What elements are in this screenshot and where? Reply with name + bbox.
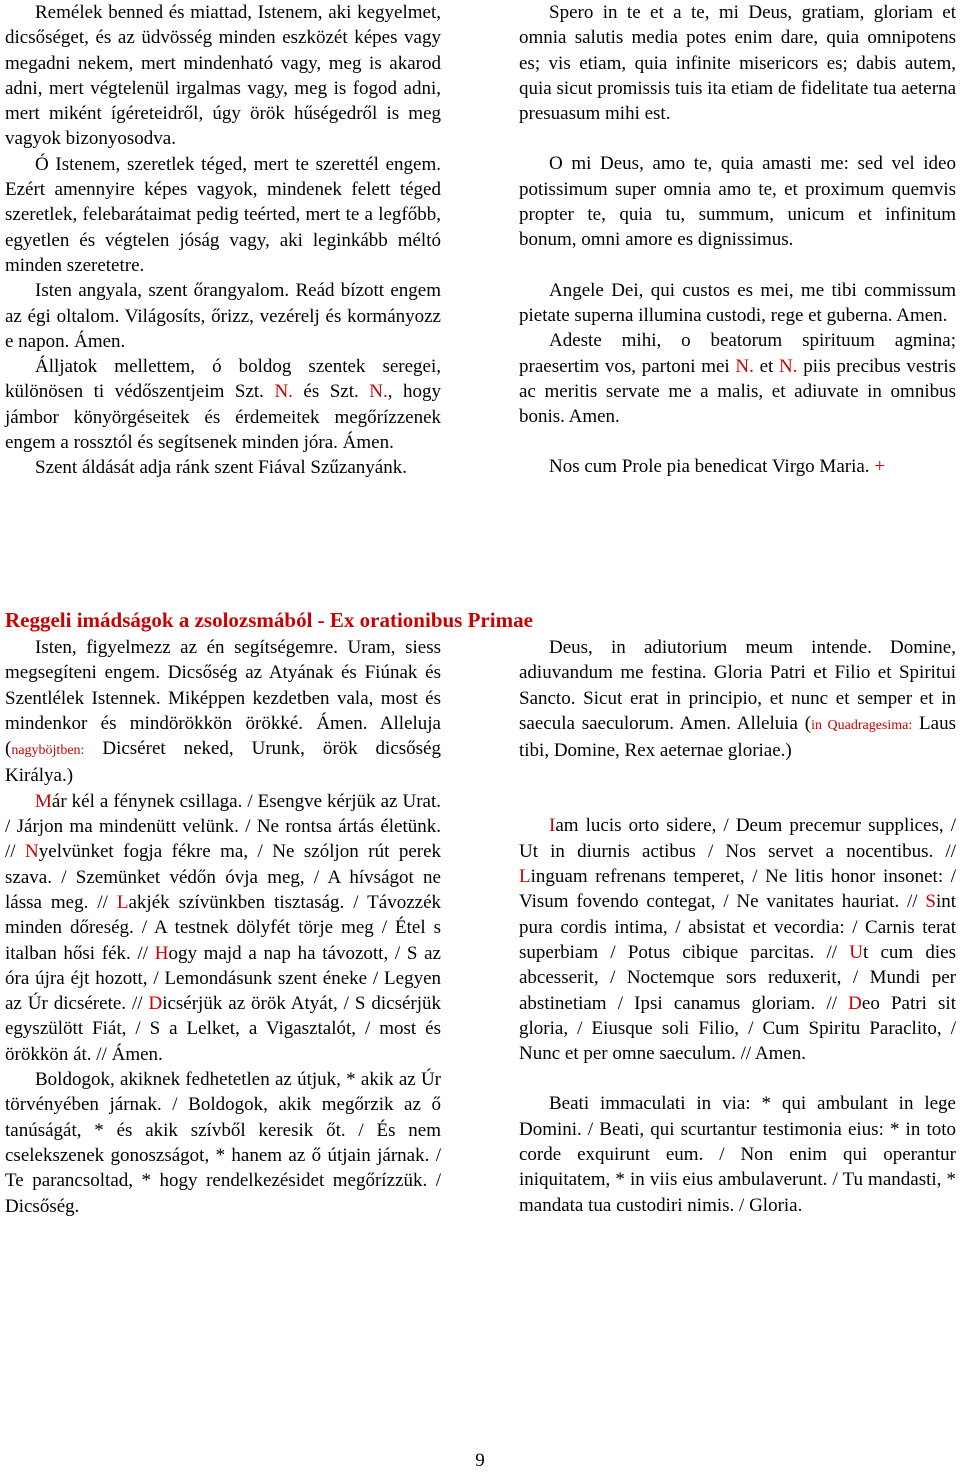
bottom-latin-column — [519, 635, 956, 1218]
hu-love-prayer: Ó Istenem, szeretlek téged, mert te szerettél engem. Ezért amennyire képes vagyok, mindenek felett téged szeretlek, felebarátaimat pedig teérted, mert te a legfőbb, egyetlen és végtelen jóság vagy, aki leginkább méltó minden szeretetre. — [5, 153, 441, 276]
bottom-hungarian-column — [5, 635, 441, 1219]
hu-hope-prayer: Remélek benned és miattad, Istenem, aki kegyelmet, dicsőséget, és az üdvösség minden eszközét képes vagy megadni nekem, mert mindenható vagy, meg is akarod adni, mert végtelenül irgalmas vagy, meg is fogod adni, mert miként ígéreteidről, úgy örök hűségedről is meg vagyok bizonyosodva. — [5, 2, 441, 150]
name-placeholder: N. — [369, 381, 388, 403]
cross-symbol: + — [874, 456, 886, 478]
top-hungarian-column — [5, 0, 441, 481]
la-hymn: Iam lucis orto sidere, / Deum precemur supplices, / Ut in diurnis actibus / Nos servet a nocentibus. // Linguam refrenans temperet, / Ne litis honor insonet: / Visum fovendo contegat, / Ne vanitates hauriat. // Sint pura cordis intima, / absistat et vecordia: / Carnis terat superbiam / Potus cibique parcitas. // Ut cum dies abcesserit, / Noctemque sors reduxerit, / Mundi per abstinetiam / Ipsi canamus gloriam. // Deo Patri sit gloria, / Eiusque soli Filio, / Cum Spiritu Paraclito, / Nunc et per omne saeculum. // Amen. — [519, 815, 956, 1065]
la-psalm: Beati immaculati in via: * qui ambulant in lege Domini. / Beati, qui scurtantur testimonia eius: * in toto corde exquirunt eum. / Non enim qui operantur iniquitatem, * in viis eius ambulaverunt. / Tu mandasti, * mandata tua custodiri nimis. / Gloria. — [519, 1093, 956, 1216]
la-angel-prayer: Angele Dei, qui custos es mei, me tibi commissum pietate superna illumina custodi, rege et guberna. Amen. — [519, 279, 956, 326]
la-saints-prayer: Adeste mihi, o beatorum spirituum agmina; praesertim vos, partoni mei N. et N. piis precibus vestris ac meritis servate me a malis, et adiuvate in omnibus bonis. Amen. — [519, 330, 957, 428]
lent-note: in Quadragesima: — [811, 717, 913, 733]
page-number: 9 — [475, 1450, 485, 1471]
hu-psalm: Boldogok, akiknek fedhetetlen az útjuk, * akik az Úr törvényében járnak. / Boldogok, akik megőrzik az ő tanúságát, * és akik szívből keresik őt. / És nem cselekszenek gonoszságot, * hanem az ő útjain járnak. / Te parancsoltad, * hogy rendelkezésidet megőrízzük. / Dicsőség. — [5, 1069, 441, 1217]
name-placeholder: N. — [735, 355, 754, 377]
hu-opening-versicle: Isten, figyelmezz az én segítségemre. Uram, siess megsegíteni engem. Dicsőség az Atyának és Fiúnak és Szentlélek Istennek. Miképpen kezdetben vala, most és mindenkor és mindörökkön örökké. Ámen. Alleluja (nagyböjtben: Dicséret neked, Urunk, örök dicsőség Királya.) — [5, 637, 441, 787]
lent-note: nagyböjtben: — [11, 743, 85, 759]
la-hope-prayer: Spero in te et a te, mi Deus, gratiam, gloriam et omnia salutis media potes enim dare, quia omnipotens es; vis etiam, quia infinite misericors es; dabis autem, quia sicut promissis tuis ita etiam de fidelitate tua aeterna presuasum mihi est. — [519, 2, 956, 125]
hu-angel-prayer: Isten angyala, szent őrangyalom. Reád bízott engem az égi oltalom. Világosíts, őrizz, vezérelj és kormányozz e napon. Ámen. — [5, 280, 441, 352]
name-placeholder: N. — [274, 381, 293, 403]
section-title: Reggeli imádságok a zsolozsmából - Ex orationibus Primae — [5, 608, 533, 632]
la-love-prayer: O mi Deus, amo te, quia amasti me: sed vel ideo potissimum super omnia amo te, et proximum quemvis propter te, quia tu, summum, unicum et infinitum bonum, omni amore es dignissimus. — [519, 153, 956, 251]
hu-hymn: Már kél a fénynek csillaga. / Esengve kérjük az Urat. / Járjon ma mindenütt velünk. / Ne rontsa ártás életünk. // Nyelvünket fogja fékre ma, / Ne szóljon rút perek szava. / Szemünket védőn óvja meg, / A hívságot ne lássa meg. // Lakjék szívünkben tisztaság. / Távozzék minden dőreség. / A testnek dölyfét törje meg / Étel s italban hősi fék. // Hogy majd a nap ha távozott, / S az óra újra éjt hozott, / Lemondásunk szent éneke / Legyen az Úr dicsérete. // Dicsérjük az örök Atyát, / S dicsérjük egyszülött Fiát, / S a Lelket, a Vigasztalót, / most és örökkön át. // Ámen. — [5, 790, 442, 1065]
top-latin-column — [519, 0, 956, 480]
la-opening-versicle: Deus, in adiutorium meum intende. Domine, adiuvandum me festina. Gloria Patri et Filio et Spiritui Sancto. Sicut erat in principio, et nunc et semper et in saecula saeculorum. Amen. Alleluia (in Quadragesima: Laus tibi, Domine, Rex aeternae gloriae.) — [519, 637, 956, 762]
la-blessing: Nos cum Prole pia benedicat Virgo Maria. + — [549, 456, 886, 478]
hu-blessing: Szent áldását adja ránk szent Fiával Szűzanyánk. — [35, 457, 407, 479]
name-placeholder: N. — [779, 355, 798, 377]
hu-saints-prayer: Álljatok mellettem, ó boldog szentek seregei, különösen ti védőszentjeim Szt. N. és Szt. N., hogy jámbor könyörgéseitek és érdemeitek megőrízzenek engem a rossztól és segítsenek minden jóra. Ámen. — [5, 356, 442, 454]
